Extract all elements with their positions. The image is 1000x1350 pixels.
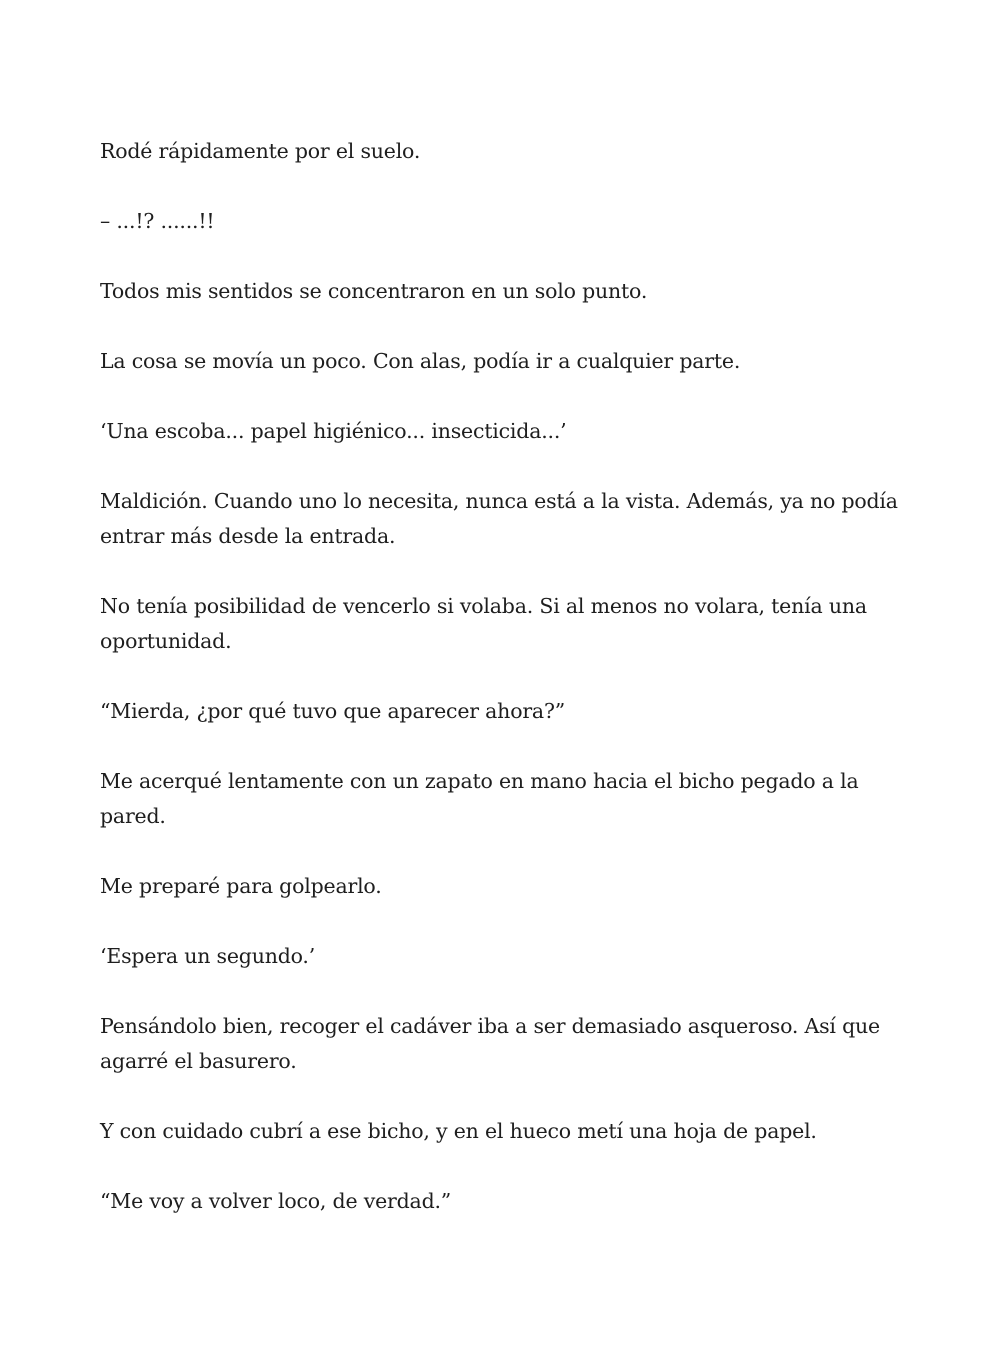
paragraph: Todos mis sentidos se concentraron en un solo punto. [100,279,648,303]
paragraph: “Mierda, ¿por qué tuvo que aparecer ahora?” [100,699,566,723]
paragraph: ‘Una escoba... papel higiénico... insecticida...’ [100,419,567,443]
paragraph: Me acerqué lentamente con un zapato en mano hacia el bicho pegado a la pared. [100,769,859,828]
paragraph: “Me voy a volver loco, de verdad.” [100,1189,452,1213]
paragraph: – ...!? ......!! [100,209,215,233]
paragraph: La cosa se movía un poco. Con alas, podía ir a cualquier parte. [100,349,741,373]
paragraph: ‘Espera un segundo.’ [100,944,316,968]
paragraph: Me preparé para golpearlo. [100,874,382,898]
paragraph: Maldición. Cuando uno lo necesita, nunca está a la vista. Además, ya no podía entrar más desde la entrada. [100,489,898,548]
paragraph: Y con cuidado cubrí a ese bicho, y en el hueco metí una hoja de papel. [100,1119,817,1143]
paragraph: No tenía posibilidad de vencerlo si volaba. Si al menos no volara, tenía una oportunidad. [100,594,867,653]
paragraph: Pensándolo bien, recoger el cadáver iba a ser demasiado asqueroso. Así que agarré el basurero. [100,1014,880,1073]
paragraph: Rodé rápidamente por el suelo. [100,139,421,163]
document-body [100,134,900,1254]
